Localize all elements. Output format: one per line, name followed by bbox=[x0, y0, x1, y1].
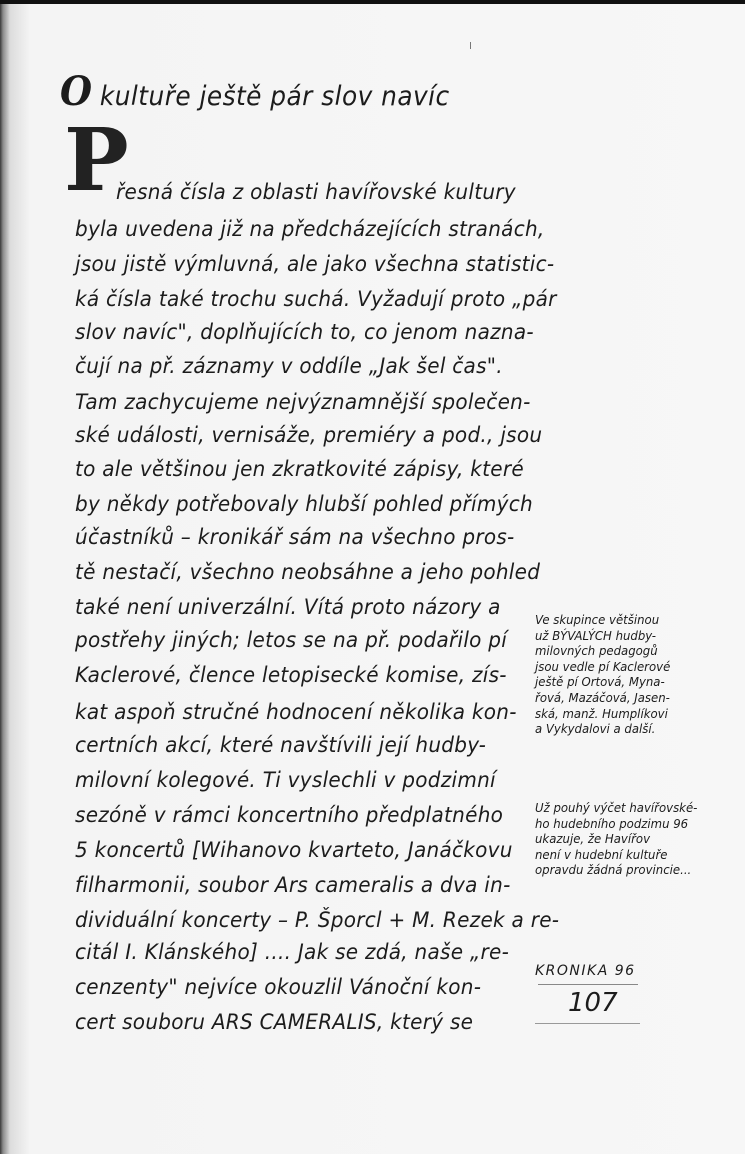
text-line: filharmonii, soubor Ars cameralis a dva in- bbox=[75, 873, 511, 898]
text-line: 5 koncertů [Wihanovo kvarteto, Janáčkovu bbox=[75, 838, 513, 863]
note-line: ská, manž. Humplíkovi bbox=[535, 705, 668, 721]
note-line: řová, Mazáčová, Jasen- bbox=[535, 689, 670, 705]
note-line: ještě pí Ortová, Myna- bbox=[535, 674, 665, 690]
text-line: certních akcí, které navštívili její hudby- bbox=[75, 733, 487, 758]
text-line: ká čísla také trochu suchá. Vyžadují proto „pár bbox=[75, 287, 557, 312]
text-line: milovní kolegové. Ti vyslechli v podzimní bbox=[75, 768, 496, 793]
divider bbox=[535, 1023, 640, 1024]
note-line: milovných pedagogů bbox=[535, 643, 658, 659]
divider bbox=[538, 984, 638, 985]
note-line: není v hudební kultuře bbox=[535, 846, 668, 862]
note-line: opravdu žádná provincie... bbox=[535, 862, 692, 878]
margin-note bbox=[535, 800, 697, 878]
drop-cap: P bbox=[64, 110, 129, 211]
text-line: byla uvedena již na předcházejících stranách, bbox=[75, 217, 545, 242]
text-line: jsou jistě výmluvná, ale jako všechna statistic- bbox=[75, 252, 555, 277]
note-line: jsou vedle pí Kaclerové bbox=[535, 658, 671, 674]
text-line: čují na př. záznamy v oddíle „Jak šel čas". bbox=[75, 354, 503, 379]
text-line: kat aspoň stručné hodnocení několika kon- bbox=[75, 700, 517, 725]
text-line: řesná čísla z oblasti havířovské kultury bbox=[116, 180, 516, 205]
text-line: postřehy jiných; letos se na př. podařilo pí bbox=[75, 628, 508, 653]
text-line: tě nestačí, všechno neobsáhne a jeho pohled bbox=[75, 560, 541, 585]
page-number: 107 bbox=[568, 988, 618, 1018]
note-line: Ve skupince většinou bbox=[535, 612, 660, 627]
scan-top-edge bbox=[0, 0, 745, 4]
text-line: sezóně v rámci koncertního předplatného bbox=[75, 803, 504, 828]
note-line: Už pouhý výčet havířovské- bbox=[535, 800, 698, 815]
title-text: kultuře ještě pár slov navíc bbox=[99, 81, 450, 112]
text-line: cert souboru ARS CAMERALIS, který se bbox=[75, 1010, 474, 1035]
margin-note bbox=[535, 612, 670, 737]
note-line: ho hudebního podzimu 96 bbox=[535, 815, 689, 831]
text-line: Tam zachycujeme nejvýznamnější společen- bbox=[75, 390, 531, 415]
text-line: citál I. Klánského] .... Jak se zdá, naše „re- bbox=[75, 940, 510, 965]
note-line: ukazuje, že Havířov bbox=[535, 831, 651, 847]
text-line: ské události, vernisáže, premiéry a pod., jsou bbox=[75, 423, 543, 448]
title-initial: O bbox=[60, 68, 93, 115]
text-line: Kaclerové, člence letopisecké komise, zís- bbox=[75, 663, 507, 688]
text-line: to ale většinou jen zkratkovité zápisy, které bbox=[75, 457, 524, 482]
page-title bbox=[60, 68, 450, 115]
note-line: a Vykydalovi a další. bbox=[535, 721, 656, 737]
note-line: už BÝVALÝCH hudby- bbox=[535, 627, 657, 643]
chronicle-label: KRONIKA 96 bbox=[535, 963, 636, 979]
text-line: účastníků – kronikář sám na všechno pros- bbox=[75, 525, 515, 550]
text-line: dividuální koncerty – P. Šporcl + M. Rezek a re- bbox=[75, 908, 560, 933]
scan-mark bbox=[470, 42, 471, 49]
text-line: také není univerzální. Vítá proto názory a bbox=[75, 595, 501, 620]
text-line: cenzenty" nejvíce okouzlil Vánoční kon- bbox=[75, 975, 482, 1000]
text-line: by někdy potřebovaly hlubší pohled přímých bbox=[75, 492, 533, 517]
text-line: slov navíc", doplňujících to, co jenom nazna- bbox=[75, 320, 534, 345]
